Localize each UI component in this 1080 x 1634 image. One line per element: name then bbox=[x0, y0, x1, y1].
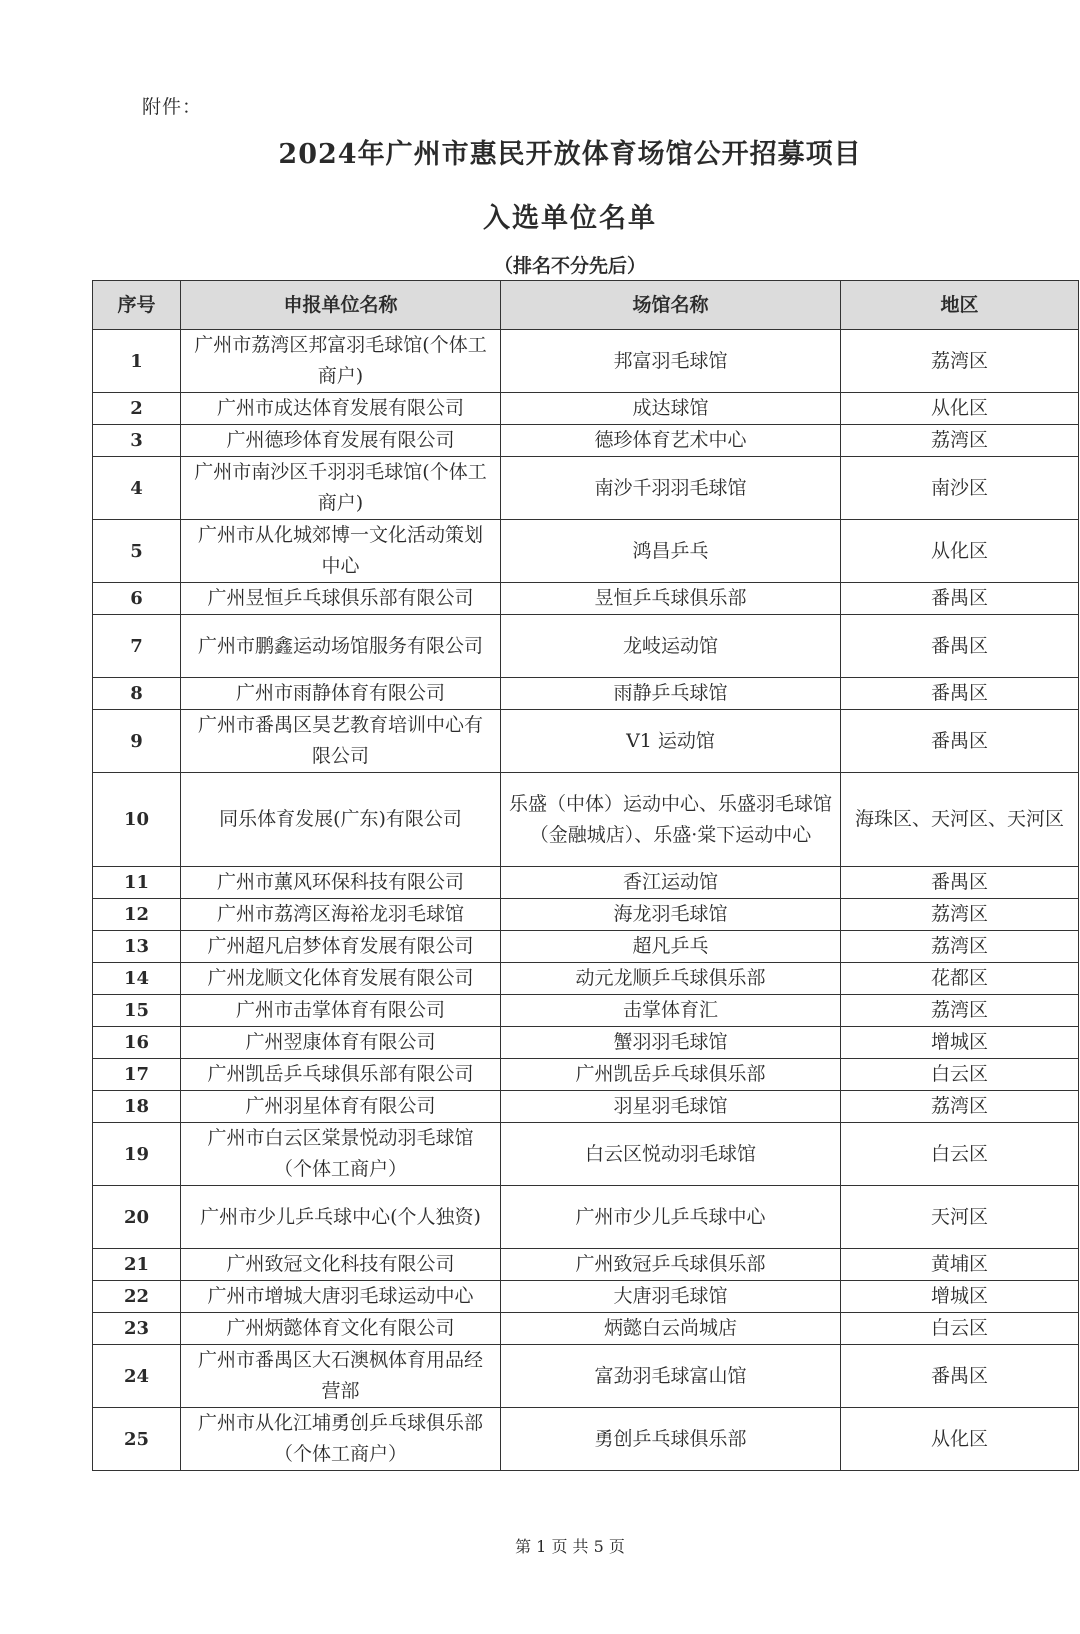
cell-venue: V1 运动馆 bbox=[501, 710, 841, 773]
cell-unit: 广州市雨静体育有限公司 bbox=[181, 678, 501, 710]
cell-no: 24 bbox=[93, 1345, 181, 1408]
cell-district: 番禺区 bbox=[841, 583, 1079, 615]
cell-unit: 广州龙顺文化体育发展有限公司 bbox=[181, 963, 501, 995]
table-row bbox=[93, 1281, 1079, 1313]
cell-venue: 白云区悦动羽毛球馆 bbox=[501, 1123, 841, 1186]
cell-district: 荔湾区 bbox=[841, 330, 1079, 393]
cell-venue: 龙岐运动馆 bbox=[501, 615, 841, 678]
table-row bbox=[93, 1091, 1079, 1123]
cell-no: 25 bbox=[93, 1408, 181, 1471]
cell-venue: 广州致冠乒乓球俱乐部 bbox=[501, 1249, 841, 1281]
cell-district: 海珠区、天河区、天河区 bbox=[841, 773, 1079, 867]
cell-district: 荔湾区 bbox=[841, 1091, 1079, 1123]
cell-district: 番禺区 bbox=[841, 867, 1079, 899]
cell-venue: 雨静乒乓球馆 bbox=[501, 678, 841, 710]
cell-no: 18 bbox=[93, 1091, 181, 1123]
cell-no: 23 bbox=[93, 1313, 181, 1345]
cell-district: 天河区 bbox=[841, 1186, 1079, 1249]
table-row bbox=[93, 615, 1079, 678]
table-row bbox=[93, 583, 1079, 615]
cell-venue: 羽星羽毛球馆 bbox=[501, 1091, 841, 1123]
cell-district: 荔湾区 bbox=[841, 995, 1079, 1027]
document-title: 2024年广州市惠民开放体育场馆公开招募项目 bbox=[278, 139, 862, 170]
cell-unit: 广州致冠文化科技有限公司 bbox=[181, 1249, 501, 1281]
cell-district: 荔湾区 bbox=[841, 931, 1079, 963]
table-header-row bbox=[93, 281, 1079, 330]
cell-district: 番禺区 bbox=[841, 1345, 1079, 1408]
table-row bbox=[93, 963, 1079, 995]
cell-unit: 广州市鹏鑫运动场馆服务有限公司 bbox=[181, 615, 501, 678]
cell-unit: 广州市增城大唐羽毛球运动中心 bbox=[181, 1281, 501, 1313]
cell-venue: 超凡乒乓 bbox=[501, 931, 841, 963]
cell-no: 1 bbox=[93, 330, 181, 393]
cell-no: 11 bbox=[93, 867, 181, 899]
cell-venue: 南沙千羽羽毛球馆 bbox=[501, 457, 841, 520]
cell-unit: 广州市从化江埔勇创乒乓球俱乐部（个体工商户） bbox=[181, 1408, 501, 1471]
cell-unit: 广州羽星体育有限公司 bbox=[181, 1091, 501, 1123]
table-row bbox=[93, 1123, 1079, 1186]
table-row bbox=[93, 1313, 1079, 1345]
table-row bbox=[93, 995, 1079, 1027]
cell-district: 增城区 bbox=[841, 1281, 1079, 1313]
cell-no: 5 bbox=[93, 520, 181, 583]
cell-venue: 邦富羽毛球馆 bbox=[501, 330, 841, 393]
cell-venue: 蟹羽羽毛球馆 bbox=[501, 1027, 841, 1059]
cell-venue: 乐盛（中体）运动中心、乐盛羽毛球馆（金融城店）、乐盛·棠下运动中心 bbox=[501, 773, 841, 867]
cell-venue: 海龙羽毛球馆 bbox=[501, 899, 841, 931]
cell-venue: 动元龙顺乒乓球俱乐部 bbox=[501, 963, 841, 995]
cell-venue: 广州凯岳乒乓球俱乐部 bbox=[501, 1059, 841, 1091]
cell-district: 从化区 bbox=[841, 1408, 1079, 1471]
document-subtitle: （排名不分先后） bbox=[493, 255, 646, 277]
cell-no: 8 bbox=[93, 678, 181, 710]
cell-district: 黄埔区 bbox=[841, 1249, 1079, 1281]
cell-no: 9 bbox=[93, 710, 181, 773]
cell-unit: 广州市少儿乒乓球中心(个人独资) bbox=[181, 1186, 501, 1249]
table-row bbox=[93, 457, 1079, 520]
table-row bbox=[93, 1186, 1079, 1249]
cell-no: 13 bbox=[93, 931, 181, 963]
cell-unit: 广州翌康体育有限公司 bbox=[181, 1027, 501, 1059]
header-unit: 申报单位名称 bbox=[181, 281, 501, 330]
cell-no: 7 bbox=[93, 615, 181, 678]
table-row bbox=[93, 425, 1079, 457]
table-row bbox=[93, 710, 1079, 773]
cell-unit: 广州市荔湾区海裕龙羽毛球馆 bbox=[181, 899, 501, 931]
cell-district: 番禺区 bbox=[841, 710, 1079, 773]
cell-unit: 广州市南沙区千羽羽毛球馆(个体工商户) bbox=[181, 457, 501, 520]
cell-venue: 德珍体育艺术中心 bbox=[501, 425, 841, 457]
cell-unit: 广州凯岳乒乓球俱乐部有限公司 bbox=[181, 1059, 501, 1091]
table-row bbox=[93, 330, 1079, 393]
cell-no: 21 bbox=[93, 1249, 181, 1281]
cell-no: 2 bbox=[93, 393, 181, 425]
cell-district: 白云区 bbox=[841, 1059, 1079, 1091]
cell-no: 4 bbox=[93, 457, 181, 520]
cell-no: 20 bbox=[93, 1186, 181, 1249]
cell-no: 6 bbox=[93, 583, 181, 615]
cell-district: 白云区 bbox=[841, 1313, 1079, 1345]
cell-unit: 广州德珍体育发展有限公司 bbox=[181, 425, 501, 457]
attachment-label: 附件： bbox=[142, 96, 203, 118]
document-title-line2: 入选单位名单 bbox=[483, 203, 657, 234]
cell-no: 3 bbox=[93, 425, 181, 457]
table-row bbox=[93, 1059, 1079, 1091]
table-row bbox=[93, 1249, 1079, 1281]
cell-unit: 广州市白云区棠景悦动羽毛球馆（个体工商户） bbox=[181, 1123, 501, 1186]
table-row bbox=[93, 393, 1079, 425]
cell-venue: 勇创乒乓球俱乐部 bbox=[501, 1408, 841, 1471]
cell-no: 15 bbox=[93, 995, 181, 1027]
cell-unit: 广州市番禺区昊艺教育培训中心有限公司 bbox=[181, 710, 501, 773]
cell-venue: 鸿昌乒乓 bbox=[501, 520, 841, 583]
cell-venue: 成达球馆 bbox=[501, 393, 841, 425]
cell-no: 22 bbox=[93, 1281, 181, 1313]
cell-district: 南沙区 bbox=[841, 457, 1079, 520]
cell-unit: 广州市击掌体育有限公司 bbox=[181, 995, 501, 1027]
cell-no: 17 bbox=[93, 1059, 181, 1091]
table-row bbox=[93, 678, 1079, 710]
selected-units-table bbox=[92, 280, 1079, 1471]
cell-unit: 广州炳懿体育文化有限公司 bbox=[181, 1313, 501, 1345]
cell-unit: 广州超凡启梦体育发展有限公司 bbox=[181, 931, 501, 963]
cell-district: 白云区 bbox=[841, 1123, 1079, 1186]
cell-unit: 广州市从化城郊博一文化活动策划中心 bbox=[181, 520, 501, 583]
cell-no: 19 bbox=[93, 1123, 181, 1186]
page-footer: 第 1 页 共 5 页 bbox=[515, 1537, 625, 1556]
cell-no: 12 bbox=[93, 899, 181, 931]
cell-venue: 炳懿白云尚城店 bbox=[501, 1313, 841, 1345]
table-row bbox=[93, 867, 1079, 899]
cell-unit: 广州市薰风环保科技有限公司 bbox=[181, 867, 501, 899]
cell-venue: 击掌体育汇 bbox=[501, 995, 841, 1027]
cell-district: 番禺区 bbox=[841, 615, 1079, 678]
table-row bbox=[93, 1027, 1079, 1059]
cell-unit: 广州市荔湾区邦富羽毛球馆(个体工商户) bbox=[181, 330, 501, 393]
cell-venue: 广州市少儿乒乓球中心 bbox=[501, 1186, 841, 1249]
header-no: 序号 bbox=[93, 281, 181, 330]
table-row bbox=[93, 1408, 1079, 1471]
cell-venue: 香江运动馆 bbox=[501, 867, 841, 899]
cell-no: 14 bbox=[93, 963, 181, 995]
table-row bbox=[93, 931, 1079, 963]
table-row bbox=[93, 1345, 1079, 1408]
table-row bbox=[93, 899, 1079, 931]
table-row bbox=[93, 773, 1079, 867]
cell-no: 10 bbox=[93, 773, 181, 867]
cell-district: 荔湾区 bbox=[841, 899, 1079, 931]
header-venue: 场馆名称 bbox=[501, 281, 841, 330]
cell-unit: 广州市成达体育发展有限公司 bbox=[181, 393, 501, 425]
cell-venue: 昱恒乒乓球俱乐部 bbox=[501, 583, 841, 615]
cell-district: 增城区 bbox=[841, 1027, 1079, 1059]
cell-district: 荔湾区 bbox=[841, 425, 1079, 457]
header-district: 地区 bbox=[841, 281, 1079, 330]
cell-no: 16 bbox=[93, 1027, 181, 1059]
cell-venue: 富劲羽毛球富山馆 bbox=[501, 1345, 841, 1408]
cell-unit: 同乐体育发展(广东)有限公司 bbox=[181, 773, 501, 867]
table-row bbox=[93, 520, 1079, 583]
cell-unit: 广州昱恒乒乓球俱乐部有限公司 bbox=[181, 583, 501, 615]
cell-unit: 广州市番禺区大石澳枫体育用品经营部 bbox=[181, 1345, 501, 1408]
cell-venue: 大唐羽毛球馆 bbox=[501, 1281, 841, 1313]
cell-district: 从化区 bbox=[841, 393, 1079, 425]
cell-district: 花都区 bbox=[841, 963, 1079, 995]
cell-district: 番禺区 bbox=[841, 678, 1079, 710]
cell-district: 从化区 bbox=[841, 520, 1079, 583]
